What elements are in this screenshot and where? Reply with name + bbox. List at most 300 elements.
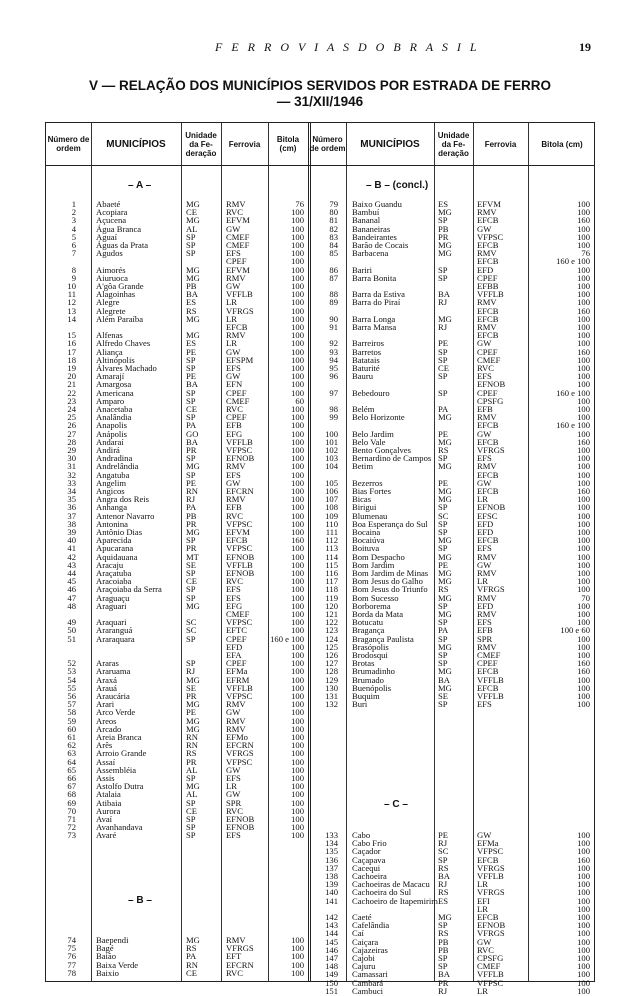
cell-uf: MG xyxy=(438,682,452,693)
cell-numero: 59 xyxy=(67,715,76,726)
cell-municipio: Aiuruoca xyxy=(96,272,128,283)
cell-municipio: Barretos xyxy=(352,346,382,357)
cell-bitola: 100 xyxy=(577,289,590,300)
cell-municipio: Alegrete xyxy=(96,305,126,316)
cell-numero: 101 xyxy=(325,436,338,447)
cell-numero: 132 xyxy=(325,699,338,710)
cell-uf: SP xyxy=(186,231,196,242)
cell-bitola: 100 xyxy=(291,682,304,693)
col-header-unidade: Unidade da Fe- deração xyxy=(185,130,217,158)
cell-numero: 124 xyxy=(325,633,338,644)
cell-uf: CE xyxy=(186,404,197,414)
cell-uf: PB xyxy=(186,510,197,521)
cell-municipio: Belém xyxy=(352,404,375,414)
cell-ferrovia: RMV xyxy=(477,297,497,308)
cell-uf: BA xyxy=(186,379,198,390)
cell-ferrovia: EFD xyxy=(477,518,494,529)
page-header xyxy=(0,40,633,56)
cell-municipio: Astolfo Dutra xyxy=(96,781,144,792)
cell-ferrovia: EFCB xyxy=(226,322,248,332)
cell-bitola: 100 xyxy=(577,461,590,472)
cell-ferrovia: EFS xyxy=(477,543,492,554)
cell-municipio: Brumado xyxy=(352,674,384,685)
cell-numero: 71 xyxy=(67,814,76,824)
cell-bitola: 100 xyxy=(577,223,590,234)
cell-municipio: Avanhandava xyxy=(96,822,143,833)
cell-ferrovia: GW xyxy=(226,707,241,718)
cell-uf: SP xyxy=(438,854,448,865)
cell-uf: PR xyxy=(186,445,197,455)
cell-municipio: Buenópolis xyxy=(352,682,392,693)
cell-numero: 143 xyxy=(325,920,338,931)
cell-municipio: Blumenau xyxy=(352,510,388,521)
cell-uf: PA xyxy=(186,420,197,431)
cell-uf: MG xyxy=(438,576,452,587)
cell-numero: 84 xyxy=(329,240,338,250)
cell-numero: 133 xyxy=(325,830,338,840)
cell-numero: 135 xyxy=(325,846,338,857)
cell-uf: CE xyxy=(186,576,197,587)
cell-bitola: 160 xyxy=(577,436,590,447)
cell-uf: SE xyxy=(186,559,197,570)
cell-municipio: Cafelândia xyxy=(352,920,390,931)
cell-uf: PE xyxy=(186,346,197,357)
cell-municipio: Águas da Prata xyxy=(96,240,149,250)
cell-ferrovia: GW xyxy=(226,281,241,291)
cell-uf: SP xyxy=(186,592,196,603)
cell-numero: 51 xyxy=(67,633,76,644)
cell-municipio: Bom Sucesso xyxy=(352,592,399,603)
cell-bitola: 100 xyxy=(291,967,304,978)
cell-ferrovia: EFS xyxy=(226,773,241,783)
cell-bitola: 100 xyxy=(577,699,590,710)
cell-uf: SP xyxy=(186,773,196,783)
cell-ferrovia: LR xyxy=(477,985,488,996)
cell-bitola: 100 xyxy=(577,445,590,455)
cell-municipio: Anacetaba xyxy=(96,404,133,414)
cell-bitola: 100 xyxy=(577,313,590,324)
cell-uf: SP xyxy=(186,822,196,833)
cell-municipio: Buquim xyxy=(352,691,380,701)
cell-municipio: Avaré xyxy=(96,830,117,841)
cell-bitola: 100 xyxy=(291,240,304,250)
cell-municipio: Bauru xyxy=(352,371,374,382)
cell-uf: MG xyxy=(438,248,452,259)
cell-numero: 95 xyxy=(329,363,338,373)
cell-ferrovia: SPR xyxy=(226,797,242,808)
cell-bitola: 100 xyxy=(291,289,304,300)
cell-numero: 147 xyxy=(325,953,338,963)
cell-uf: PE xyxy=(438,559,449,570)
cell-municipio: Amargosa xyxy=(96,379,132,390)
cell-municipio: Belo Jardim xyxy=(352,428,394,439)
table-row xyxy=(46,987,594,996)
cell-numero: 41 xyxy=(67,543,76,554)
col-header-municipios: MUNICÍPIOS xyxy=(106,138,166,150)
cell-bitola: 160 xyxy=(577,658,590,669)
cell-numero: 119 xyxy=(325,592,338,603)
cell-municipio: Angicos xyxy=(96,486,125,496)
cell-bitola: 100 xyxy=(577,281,590,291)
cell-municipio: Bocaiúva xyxy=(352,535,385,546)
cell-municipio: Cachoeira do Sul xyxy=(352,887,412,898)
cell-uf: SP xyxy=(438,650,448,660)
cell-ferrovia: EFCRN xyxy=(226,740,254,751)
cell-ferrovia: EFCB xyxy=(477,305,499,316)
cell-ferrovia: EFNOB xyxy=(226,822,255,833)
cell-ferrovia: EFS xyxy=(477,453,492,464)
cell-bitola: 100 xyxy=(291,748,304,759)
cell-municipio: Araçoiaba da Serra xyxy=(96,584,162,595)
cell-uf: AL xyxy=(186,764,198,775)
cell-numero: 125 xyxy=(325,641,338,652)
cell-uf: MG xyxy=(438,436,452,447)
cell-ferrovia: VFPSC xyxy=(226,691,253,701)
cell-bitola: 100 xyxy=(577,338,590,349)
cell-municipio: Araxá xyxy=(96,674,117,685)
cell-municipio: Andrelândia xyxy=(96,461,139,472)
cell-bitola: 100 xyxy=(291,822,304,833)
cell-bitola: 100 xyxy=(291,264,304,275)
cell-bitola: 160 xyxy=(577,486,590,496)
cell-ferrovia: EFNOB xyxy=(477,379,506,390)
cell-numero: 52 xyxy=(67,658,76,669)
cell-numero: 136 xyxy=(325,854,338,865)
cell-numero: 134 xyxy=(325,838,338,849)
cell-numero: 150 xyxy=(325,977,338,988)
cell-uf: MG xyxy=(438,412,452,423)
cell-municipio: Água Branca xyxy=(96,223,142,234)
cell-ferrovia: EFCB xyxy=(477,854,499,865)
cell-municipio: Araruama xyxy=(96,666,131,677)
cell-numero: 127 xyxy=(325,658,338,669)
cell-uf: PR xyxy=(186,518,197,529)
cell-numero: 74 xyxy=(67,935,76,945)
cell-ferrovia: EFVM xyxy=(226,527,250,537)
cell-ferrovia: EFD xyxy=(477,264,494,275)
cell-bitola: 100 xyxy=(291,764,304,775)
cell-numero: 37 xyxy=(67,510,76,521)
cell-uf: PA xyxy=(186,502,197,513)
cell-municipio: Açucena xyxy=(96,215,127,226)
cell-numero: 141 xyxy=(325,895,338,906)
cell-uf: MG xyxy=(438,666,452,677)
cell-uf: SP xyxy=(186,830,196,841)
cell-municipio: Botucatu xyxy=(352,617,384,628)
cell-municipio: Areia Branca xyxy=(96,732,142,742)
cell-uf: ES xyxy=(438,199,449,209)
cell-ferrovia: EFVM xyxy=(226,264,250,275)
cell-ferrovia: VFRGS xyxy=(226,748,254,759)
cell-municipio: Araras xyxy=(96,658,119,669)
cell-ferrovia: GW xyxy=(477,223,492,234)
cell-numero: 5 xyxy=(71,231,76,242)
cell-numero: 75 xyxy=(67,943,76,954)
cell-ferrovia: EFCRN xyxy=(226,486,254,496)
cell-municipio: Caçador xyxy=(352,846,381,857)
cell-bitola: 100 xyxy=(291,428,304,439)
cell-ferrovia: GW xyxy=(226,477,241,488)
cell-bitola: 100 xyxy=(577,502,590,513)
cell-numero: 9 xyxy=(71,272,76,283)
cell-bitola: 100 xyxy=(577,617,590,628)
cell-bitola: 100 xyxy=(291,477,304,488)
cell-uf: SP xyxy=(186,535,196,546)
cell-uf: SP xyxy=(438,658,448,669)
cell-uf: BA xyxy=(186,289,198,300)
cell-ferrovia: RVC xyxy=(226,404,243,414)
cell-ferrovia: GW xyxy=(226,764,241,775)
cell-uf: ES xyxy=(186,338,197,349)
cell-uf: SE xyxy=(438,691,449,701)
cell-bitola: 100 xyxy=(577,568,590,578)
cell-numero: 128 xyxy=(325,666,338,677)
cell-uf: MG xyxy=(186,272,200,283)
cell-uf: MG xyxy=(186,215,200,226)
cell-bitola: 100 xyxy=(291,943,304,954)
cell-uf: SP xyxy=(438,953,448,963)
cell-ferrovia: GW xyxy=(477,830,492,840)
cell-bitola: 100 xyxy=(577,953,590,963)
cell-numero: 89 xyxy=(329,297,338,308)
cell-numero: 148 xyxy=(325,961,338,972)
cell-bitola: 100 xyxy=(291,354,304,365)
cell-ferrovia: VFPSC xyxy=(226,518,253,529)
cell-bitola: 100 xyxy=(577,428,590,439)
cell-uf: MG xyxy=(186,715,200,726)
cell-numero: 39 xyxy=(67,527,76,537)
cell-bitola: 100 xyxy=(577,862,590,873)
cell-numero: 76 xyxy=(67,951,76,962)
cell-uf: SP xyxy=(438,633,448,644)
cell-municipio: Baturité xyxy=(352,363,380,373)
cell-uf: SP xyxy=(438,920,448,931)
cell-bitola: 100 xyxy=(577,961,590,972)
cell-numero: 30 xyxy=(67,453,76,464)
cell-numero: 55 xyxy=(67,682,76,693)
cell-uf: CE xyxy=(186,967,197,978)
cell-ferrovia: VFFLB xyxy=(477,871,504,881)
cell-ferrovia: EFVM xyxy=(226,215,250,226)
cell-ferrovia: VFPSC xyxy=(226,445,253,455)
cell-uf: CE xyxy=(186,805,197,816)
cell-ferrovia: RMV xyxy=(226,699,246,710)
cell-ferrovia: EFCB xyxy=(477,666,499,677)
cell-ferrovia: EFD xyxy=(477,527,494,537)
cell-bitola: 160 e 100 xyxy=(556,420,590,431)
cell-bitola: 160 e 100 xyxy=(556,387,590,398)
cell-uf: RS xyxy=(438,928,449,939)
cell-numero: 20 xyxy=(67,371,76,382)
cell-bitola: 160 xyxy=(577,346,590,357)
cell-numero: 72 xyxy=(67,822,76,833)
cell-bitola: 100 xyxy=(291,453,304,464)
cell-numero: 103 xyxy=(325,453,338,464)
cell-municipio: Brotas xyxy=(352,658,375,669)
cell-uf: MG xyxy=(438,494,452,505)
cell-numero: 57 xyxy=(67,699,76,710)
cell-municipio: Analândia xyxy=(96,412,132,423)
cell-numero: 78 xyxy=(67,967,76,978)
cell-municipio: Baixio xyxy=(96,967,119,978)
cell-uf: PE xyxy=(186,707,197,718)
cell-ferrovia: EFNOB xyxy=(226,814,255,824)
cell-municipio: Cabo xyxy=(352,830,371,840)
cell-numero: 62 xyxy=(67,740,76,751)
cell-ferrovia: EFCB xyxy=(477,535,499,546)
col-header-unidade-right: Unidade da Fe- deração xyxy=(437,130,470,158)
cell-bitola: 100 xyxy=(291,584,304,595)
cell-bitola: 100 xyxy=(577,576,590,587)
cell-numero: 80 xyxy=(329,207,338,218)
cell-uf: MG xyxy=(438,207,452,218)
cell-municipio: Anhanga xyxy=(96,502,128,513)
cell-ferrovia: EFSC xyxy=(477,510,498,521)
cell-numero: 46 xyxy=(67,584,76,595)
cell-uf: MG xyxy=(186,674,200,685)
cell-ferrovia: LR xyxy=(477,903,488,914)
cell-bitola: 100 xyxy=(577,207,590,218)
cell-bitola: 100 xyxy=(291,502,304,513)
cell-uf: SP xyxy=(438,699,448,710)
cell-numero: 118 xyxy=(325,584,338,595)
cell-ferrovia: RMV xyxy=(226,494,246,505)
cell-numero: 11 xyxy=(67,289,76,300)
cell-numero: 47 xyxy=(67,592,76,603)
cell-bitola: 100 xyxy=(577,510,590,521)
cell-bitola: 100 xyxy=(291,935,304,945)
cell-ferrovia: GW xyxy=(477,936,492,947)
cell-numero: 12 xyxy=(67,297,76,308)
cell-uf: BA xyxy=(186,436,198,447)
cell-numero: 97 xyxy=(329,387,338,398)
cell-bitola: 100 e 60 xyxy=(560,625,590,636)
cell-ferrovia: RVC xyxy=(226,805,243,816)
cell-municipio: Cajobi xyxy=(352,953,375,963)
cell-uf: RS xyxy=(438,862,449,873)
cell-numero: 129 xyxy=(325,674,338,685)
cell-numero: 123 xyxy=(325,625,338,636)
cell-uf: RS xyxy=(186,305,197,316)
cell-ferrovia: EFI xyxy=(477,895,490,906)
cell-bitola: 100 xyxy=(291,510,304,521)
cell-bitola: 160 xyxy=(577,305,590,316)
cell-numero: 22 xyxy=(67,387,76,398)
cell-bitola: 100 xyxy=(291,420,304,431)
cell-bitola: 100 xyxy=(291,436,304,447)
cell-municipio: Brasópolis xyxy=(352,641,389,652)
cell-municipio: Araguari xyxy=(96,600,127,611)
cell-uf: MG xyxy=(186,461,200,472)
cell-uf: RS xyxy=(438,584,449,595)
cell-uf: SP xyxy=(186,814,196,824)
cell-uf: PA xyxy=(186,951,197,962)
cell-ferrovia: CPEF xyxy=(477,387,498,398)
cell-uf: RN xyxy=(186,732,198,742)
cell-municipio: Barbacena xyxy=(352,248,389,259)
cell-municipio: Barra Mansa xyxy=(352,322,397,332)
cell-municipio: Brumadinho xyxy=(352,666,395,677)
cell-ferrovia: EFSPM xyxy=(226,354,254,365)
cell-municipio: Aurora xyxy=(96,805,121,816)
cell-ferrovia: EFCB xyxy=(477,682,499,693)
cell-numero: 144 xyxy=(325,928,338,939)
cell-bitola: 100 xyxy=(291,617,304,628)
cell-numero: 87 xyxy=(329,272,338,283)
cell-numero: 92 xyxy=(329,338,338,349)
cell-municipio: Baião xyxy=(96,951,117,962)
cell-uf: SP xyxy=(186,363,196,373)
cell-numero: 88 xyxy=(329,289,338,300)
cell-municipio: Barra da Estiva xyxy=(352,289,405,300)
cell-ferrovia: CMEF xyxy=(477,961,501,972)
cell-ferrovia: EFTC xyxy=(226,625,248,636)
cell-bitola: 100 xyxy=(577,936,590,947)
cell-municipio: Camassari xyxy=(352,969,388,980)
cell-ferrovia: RVC xyxy=(226,576,243,587)
cell-uf: SP xyxy=(438,453,448,464)
cell-uf: SC xyxy=(438,846,449,857)
cell-numero: 70 xyxy=(67,805,76,816)
cell-numero: 99 xyxy=(329,412,338,423)
cell-municipio: Assembléia xyxy=(96,764,137,775)
cell-ferrovia: LR xyxy=(226,781,237,792)
cell-numero: 115 xyxy=(325,559,338,570)
cell-numero: 61 xyxy=(67,732,76,742)
cell-numero: 104 xyxy=(325,461,338,472)
cell-bitola: 100 xyxy=(577,887,590,898)
cell-uf: RJ xyxy=(186,666,196,677)
cell-numero: 35 xyxy=(67,494,76,505)
cell-ferrovia: EFG xyxy=(226,428,243,439)
cell-numero: 6 xyxy=(71,240,76,250)
cell-ferrovia: RMV xyxy=(477,248,497,259)
cell-ferrovia: RMV xyxy=(477,412,497,423)
cell-municipio: Araucária xyxy=(96,691,130,701)
cell-municipio: Além Paraíba xyxy=(96,313,144,324)
cell-bitola: 100 xyxy=(291,789,304,800)
cell-ferrovia: EFA xyxy=(226,650,242,660)
cell-uf: SP xyxy=(438,600,448,611)
cell-uf: MG xyxy=(186,330,200,341)
cell-municipio: Alfredo Chaves xyxy=(96,338,151,349)
cell-numero: 108 xyxy=(325,502,338,513)
cell-numero: 86 xyxy=(329,264,338,275)
cell-ferrovia: VFPSC xyxy=(226,617,253,628)
cell-uf: SP xyxy=(438,527,448,537)
cell-uf: MG xyxy=(186,313,200,324)
cell-municipio: Araguaçu xyxy=(96,592,130,603)
cell-numero: 85 xyxy=(329,248,338,259)
cell-municipio: Aracaju xyxy=(96,559,124,570)
cell-uf: MG xyxy=(438,486,452,496)
cell-numero: 2 xyxy=(71,207,76,218)
cell-bitola: 100 xyxy=(577,469,590,480)
cell-municipio: Araçatuba xyxy=(96,568,132,578)
cell-uf: SP xyxy=(438,387,448,398)
cell-numero: 90 xyxy=(329,313,338,324)
cell-municipio: Apucarana xyxy=(96,543,134,554)
cell-numero: 1 xyxy=(71,199,76,209)
cell-uf: SP xyxy=(186,354,196,365)
cell-bitola: 100 xyxy=(291,707,304,718)
cell-ferrovia: CMEF xyxy=(477,354,501,365)
cell-bitola: 100 xyxy=(577,838,590,849)
cell-uf: ES xyxy=(186,297,197,308)
cell-municipio: Aliança xyxy=(96,346,123,357)
cell-municipio: Borborema xyxy=(352,600,391,611)
cell-ferrovia: RMV xyxy=(226,330,246,341)
